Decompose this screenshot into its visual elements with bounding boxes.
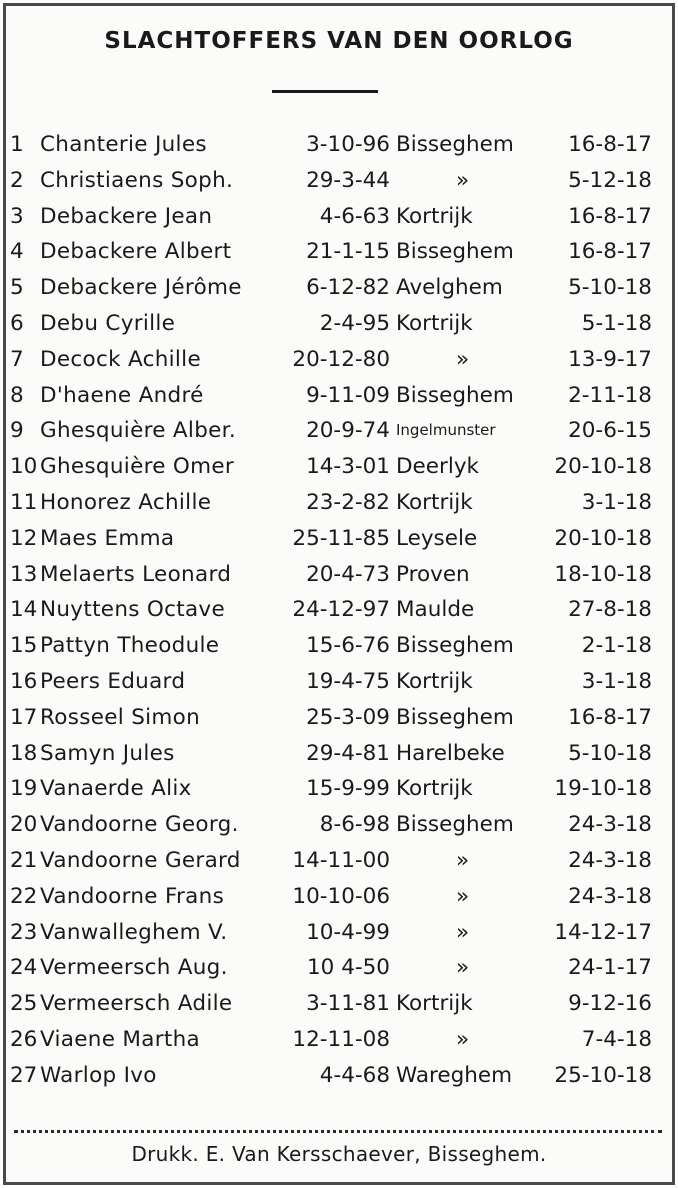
list-item <box>6 557 672 593</box>
entry-death-date: 16-8-17 <box>568 239 652 265</box>
entry-name: Melaerts Leonard <box>40 561 232 587</box>
entry-number: 27 <box>10 1062 38 1088</box>
entry-number: 6 <box>10 310 24 336</box>
list-item <box>6 879 672 915</box>
entry-place: » <box>456 167 470 193</box>
list-item <box>6 950 672 986</box>
entry-death-date: 9-12-16 <box>568 991 652 1017</box>
entry-birth-date: 14-3-01 <box>306 454 390 480</box>
entry-birth-date: 15-6-76 <box>306 633 390 659</box>
entry-birth-date: 12-11-08 <box>292 1026 390 1052</box>
entry-birth-date: 10-10-06 <box>292 883 390 909</box>
entry-place: » <box>456 883 470 909</box>
list-item <box>6 199 672 235</box>
entry-place: Kortrijk <box>396 310 473 336</box>
entry-name: Maes Emma <box>40 525 175 551</box>
entry-birth-date: 6-12-82 <box>306 275 390 301</box>
entry-death-date: 16-8-17 <box>568 704 652 730</box>
entry-birth-date: 8-6-98 <box>319 812 390 838</box>
entry-birth-date: 21-1-15 <box>306 239 390 265</box>
entry-birth-date: 4-4-68 <box>319 1062 390 1088</box>
entry-death-date: 27-8-18 <box>568 597 652 623</box>
entry-death-date: 2-11-18 <box>568 382 652 408</box>
entry-birth-date: 29-3-44 <box>306 167 390 193</box>
entry-place: Bisseghem <box>396 704 514 730</box>
entry-number: 11 <box>10 489 38 515</box>
list-item <box>6 485 672 521</box>
entry-name: Peers Eduard <box>40 668 186 694</box>
entry-name: Decock Achille <box>40 346 201 372</box>
entry-name: Vandoorne Frans <box>40 883 225 909</box>
entry-name: Honorez Achille <box>40 489 212 515</box>
entry-birth-date: 2-4-95 <box>319 310 390 336</box>
entry-name: Debu Cyrille <box>40 310 176 336</box>
entry-birth-date: 9-11-09 <box>306 382 390 408</box>
entry-name: Pattyn Theodule <box>40 633 220 659</box>
entry-place: Deerlyk <box>396 454 479 480</box>
entry-place: » <box>456 955 470 981</box>
entry-death-date: 25-10-18 <box>554 1062 652 1088</box>
entry-death-date: 3-1-18 <box>581 668 652 694</box>
entry-death-date: 5-12-18 <box>568 167 652 193</box>
entry-number: 7 <box>10 346 24 372</box>
entry-place: Harelbeke <box>396 740 505 766</box>
entry-death-date: 24-3-18 <box>568 883 652 909</box>
entry-place: Kortrijk <box>396 991 473 1017</box>
entry-place: Kortrijk <box>396 776 473 802</box>
list-item <box>6 413 672 449</box>
entry-death-date: 5-1-18 <box>581 310 652 336</box>
list-item <box>6 378 672 414</box>
list-item <box>6 592 672 628</box>
entry-birth-date: 14-11-00 <box>292 847 390 873</box>
entry-death-date: 14-12-17 <box>554 919 652 945</box>
entry-number: 8 <box>10 382 24 408</box>
entry-death-date: 24-3-18 <box>568 847 652 873</box>
list-item <box>6 127 672 163</box>
list-item <box>6 306 672 342</box>
entry-death-date: 13-9-17 <box>568 346 652 372</box>
entry-birth-date: 20-9-74 <box>306 418 390 444</box>
entry-number: 14 <box>10 597 38 623</box>
entry-birth-date: 25-11-85 <box>292 525 390 551</box>
entry-number: 16 <box>10 668 38 694</box>
entry-number: 19 <box>10 776 38 802</box>
entry-name: Vanaerde Alix <box>40 776 192 802</box>
entry-place: Bisseghem <box>396 132 514 157</box>
entry-place: Bisseghem <box>396 239 514 265</box>
entry-place: Bisseghem <box>396 633 514 659</box>
entry-birth-date: 20-4-73 <box>306 561 390 587</box>
list-item <box>6 1022 672 1058</box>
entry-number: 23 <box>10 919 38 945</box>
entry-place: » <box>456 919 470 945</box>
entry-number: 15 <box>10 633 38 659</box>
entry-death-date: 5-10-18 <box>568 740 652 766</box>
entry-name: Debackere Jérôme <box>40 275 242 301</box>
list-item <box>6 234 672 270</box>
entry-birth-date: 10-4-99 <box>306 919 390 945</box>
list-item <box>6 915 672 951</box>
document-frame <box>3 3 675 1185</box>
entry-death-date: 2-1-18 <box>581 633 652 659</box>
list-item <box>6 843 672 879</box>
entry-name: Nuyttens Octave <box>40 597 225 623</box>
list-item <box>6 807 672 843</box>
entry-name: Christiaens Soph. <box>40 167 234 193</box>
entry-number: 24 <box>10 955 38 981</box>
entry-birth-date: 15-9-99 <box>306 776 390 802</box>
entry-name: Debackere Jean <box>40 203 213 229</box>
entry-death-date: 20-6-15 <box>568 418 652 444</box>
entry-death-date: 20-10-18 <box>554 454 652 480</box>
list-item <box>6 1058 672 1094</box>
entry-place: Kortrijk <box>396 668 473 694</box>
list-item <box>6 628 672 664</box>
entry-name: Samyn Jules <box>40 740 175 766</box>
entry-death-date: 24-3-18 <box>568 812 652 838</box>
victims-list <box>6 127 672 1094</box>
list-item <box>6 736 672 772</box>
entry-name: Vermeersch Adile <box>40 991 233 1017</box>
entry-number: 9 <box>10 418 24 444</box>
entry-number: 20 <box>10 812 38 838</box>
entry-name: Ghesquière Omer <box>40 454 235 480</box>
list-item <box>6 449 672 485</box>
entry-place: Wareghem <box>396 1062 513 1088</box>
entry-birth-date: 25-3-09 <box>306 704 390 730</box>
entry-name: Rosseel Simon <box>40 704 201 730</box>
entry-name: Vanwalleghem V. <box>40 919 228 945</box>
entry-name: Ghesquière Alber. <box>40 418 236 444</box>
entry-number: 25 <box>10 991 38 1017</box>
entry-birth-date: 23-2-82 <box>306 489 390 515</box>
entry-number: 21 <box>10 847 38 873</box>
entry-number: 1 <box>10 132 24 157</box>
entry-name: Debackere Albert <box>40 239 232 265</box>
entry-name: Warlop Ivo <box>40 1062 157 1088</box>
entry-death-date: 16-8-17 <box>568 132 652 157</box>
entry-birth-date: 4-6-63 <box>319 203 390 229</box>
list-item <box>6 986 672 1022</box>
list-item <box>6 771 672 807</box>
entry-birth-date: 3-11-81 <box>306 991 390 1017</box>
entry-place: » <box>456 847 470 873</box>
entry-name: D'haene André <box>40 382 204 408</box>
list-item <box>6 664 672 700</box>
entry-place: Avelghem <box>396 275 503 301</box>
title-underline <box>272 90 378 93</box>
entry-death-date: 18-10-18 <box>554 561 652 587</box>
list-item <box>6 163 672 199</box>
entry-number: 5 <box>10 275 24 301</box>
dotted-divider <box>14 1130 662 1133</box>
document-title: SLACHTOFFERS VAN DEN OORLOG <box>104 28 574 54</box>
list-item <box>6 700 672 736</box>
entry-birth-date: 3-10-96 <box>306 132 390 157</box>
entry-birth-date: 10 4-50 <box>307 955 390 981</box>
entry-birth-date: 19-4-75 <box>306 668 390 694</box>
entry-number: 17 <box>10 704 38 730</box>
entry-number: 2 <box>10 167 24 193</box>
entry-number: 3 <box>10 203 24 229</box>
entry-birth-date: 24-12-97 <box>292 597 390 623</box>
entry-place: Bisseghem <box>396 382 514 408</box>
entry-place: Leysele <box>396 525 478 551</box>
entry-name: Vandoorne Georg. <box>40 812 239 838</box>
entry-name: Vandoorne Gerard <box>40 847 241 873</box>
entry-number: 4 <box>10 239 24 265</box>
entry-number: 18 <box>10 740 38 766</box>
list-item <box>6 342 672 378</box>
entry-death-date: 3-1-18 <box>581 489 652 515</box>
entry-death-date: 16-8-17 <box>568 203 652 229</box>
entry-death-date: 7-4-18 <box>581 1026 652 1052</box>
entry-name: Viaene Martha <box>40 1026 200 1052</box>
entry-place: Maulde <box>396 597 475 623</box>
entry-number: 12 <box>10 525 38 551</box>
entry-place: Kortrijk <box>396 203 473 229</box>
entry-name: Chanterie Jules <box>40 132 207 157</box>
entry-place: Ingelmunster <box>396 421 496 440</box>
list-item <box>6 270 672 306</box>
entry-death-date: 19-10-18 <box>554 776 652 802</box>
printer-footer: Drukk. E. Van Kersschaever, Bisseghem. <box>131 1142 547 1166</box>
entry-death-date: 5-10-18 <box>568 275 652 301</box>
entry-place: » <box>456 346 470 372</box>
entry-place: Bisseghem <box>396 812 514 838</box>
entry-number: 13 <box>10 561 38 587</box>
entry-birth-date: 29-4-81 <box>306 740 390 766</box>
entry-number: 10 <box>10 454 38 480</box>
entry-death-date: 20-10-18 <box>554 525 652 551</box>
entry-place: Proven <box>396 561 470 587</box>
entry-number: 22 <box>10 883 38 909</box>
list-item <box>6 521 672 557</box>
entry-number: 26 <box>10 1026 38 1052</box>
entry-place: » <box>456 1026 470 1052</box>
entry-death-date: 24-1-17 <box>568 955 652 981</box>
entry-place: Kortrijk <box>396 489 473 515</box>
entry-name: Vermeersch Aug. <box>40 955 228 981</box>
entry-birth-date: 20-12-80 <box>292 346 390 372</box>
